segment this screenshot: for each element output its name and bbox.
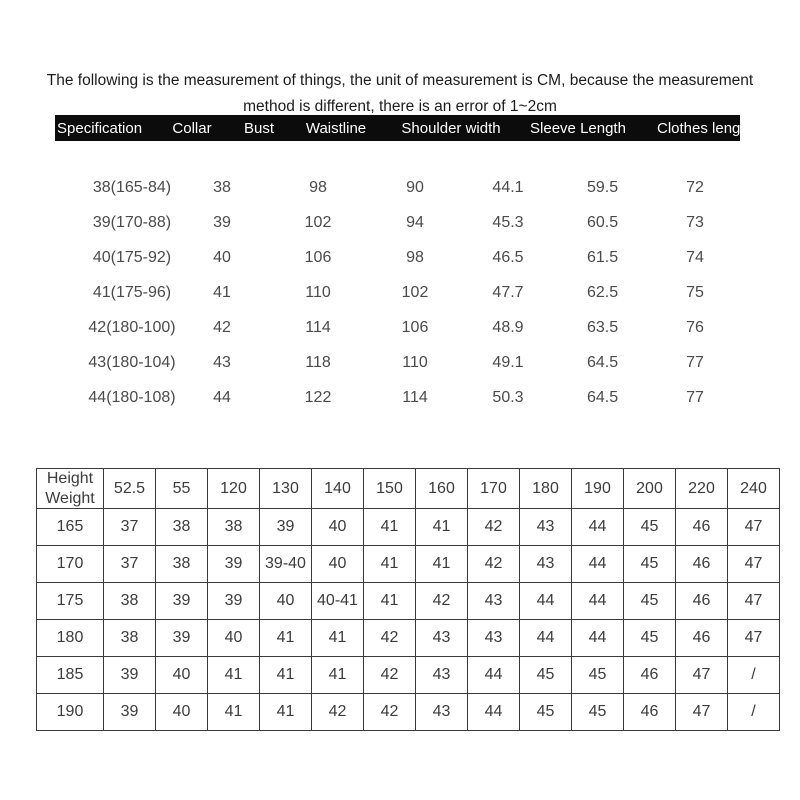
spec-column-header: Sleeve Length xyxy=(530,119,626,137)
spec-value-cell: 64.5 xyxy=(587,388,619,406)
spec-table-header xyxy=(55,115,740,141)
size-cell: 41 xyxy=(260,694,312,731)
size-cell: 44 xyxy=(572,509,624,546)
size-cell: 47 xyxy=(728,583,780,620)
size-cell: 47 xyxy=(728,620,780,657)
size-cell: 41 xyxy=(364,509,416,546)
size-cell: 40 xyxy=(156,657,208,694)
spec-column-header: Collar xyxy=(172,119,212,137)
size-cell: 45 xyxy=(624,546,676,583)
spec-value-cell: 122 xyxy=(304,388,332,406)
size-cell: 41 xyxy=(312,620,364,657)
measurement-note-line1: The following is the measurement of things, the unit of measurement is CM, because the measurement xyxy=(46,71,754,89)
size-cell: 39 xyxy=(104,694,156,731)
size-cell: 41 xyxy=(416,509,468,546)
matrix-row xyxy=(37,546,780,583)
size-cell: 45 xyxy=(520,694,572,731)
matrix-row xyxy=(37,694,780,731)
spec-value-cell: 72 xyxy=(686,178,704,196)
spec-value-cell: 46.5 xyxy=(492,248,524,266)
size-cell: 38 xyxy=(208,509,260,546)
size-cell: 39 xyxy=(104,657,156,694)
spec-value-cell: 40 xyxy=(213,248,231,266)
height-row-label: 170 xyxy=(37,546,104,583)
spec-value-cell: 61.5 xyxy=(587,248,619,266)
matrix-row xyxy=(37,509,780,546)
size-cell: 39 xyxy=(208,546,260,583)
size-cell: 40 xyxy=(156,694,208,731)
size-cell: 44 xyxy=(572,546,624,583)
size-cell: 43 xyxy=(520,546,572,583)
height-row-label: 185 xyxy=(37,657,104,694)
size-cell: 44 xyxy=(468,694,520,731)
size-cell: 45 xyxy=(520,657,572,694)
spec-column-header: Clothes leng xyxy=(657,119,740,137)
size-cell: 43 xyxy=(416,620,468,657)
size-cell: 39 xyxy=(260,509,312,546)
spec-size-label: 38(165-84) xyxy=(92,178,172,196)
matrix-row xyxy=(37,583,780,620)
height-row-label: 180 xyxy=(37,620,104,657)
weight-column-header: 130 xyxy=(260,469,312,509)
spec-value-cell: 42 xyxy=(213,318,231,336)
spec-value-cell: 63.5 xyxy=(587,318,619,336)
spec-value-cell: 90 xyxy=(406,178,424,196)
weight-column-header: 170 xyxy=(468,469,520,509)
weight-column-header: 140 xyxy=(312,469,364,509)
spec-row xyxy=(55,275,779,310)
weight-column-header: 52.5 xyxy=(104,469,156,509)
spec-value-cell: 118 xyxy=(305,353,331,371)
size-cell: 43 xyxy=(468,620,520,657)
size-cell: 43 xyxy=(416,657,468,694)
height-row-label: 175 xyxy=(37,583,104,620)
spec-size-label: 43(180-104) xyxy=(88,353,176,371)
spec-value-cell: 38 xyxy=(213,178,231,196)
size-cell: / xyxy=(728,657,780,694)
spec-value-cell: 49.1 xyxy=(492,353,524,371)
spec-value-cell: 110 xyxy=(402,353,428,371)
spec-column-header: Waistline xyxy=(305,119,367,137)
spec-value-cell: 62.5 xyxy=(587,283,619,301)
spec-value-cell: 43 xyxy=(213,353,231,371)
spec-value-cell: 77 xyxy=(686,353,704,371)
size-cell: 44 xyxy=(572,583,624,620)
spec-row xyxy=(55,170,779,205)
size-cell: 47 xyxy=(728,546,780,583)
size-cell: 45 xyxy=(624,620,676,657)
measurement-note xyxy=(0,68,800,120)
spec-value-cell: 94 xyxy=(406,213,424,231)
spec-value-cell: 64.5 xyxy=(587,353,619,371)
spec-row xyxy=(55,380,779,415)
size-cell: 43 xyxy=(468,583,520,620)
size-cell: 42 xyxy=(416,583,468,620)
spec-value-cell: 39 xyxy=(213,213,231,231)
size-cell: 46 xyxy=(676,583,728,620)
size-cell: 47 xyxy=(676,694,728,731)
size-cell: / xyxy=(728,694,780,731)
weight-column-header: 220 xyxy=(676,469,728,509)
size-cell: 44 xyxy=(520,620,572,657)
spec-value-cell: 102 xyxy=(304,213,332,231)
size-cell: 46 xyxy=(624,657,676,694)
spec-column-header: Specification xyxy=(57,119,143,137)
height-weight-corner-cell: Height Weight xyxy=(37,469,104,509)
size-cell: 41 xyxy=(208,657,260,694)
size-cell: 42 xyxy=(312,694,364,731)
spec-value-cell: 114 xyxy=(402,388,428,406)
spec-row xyxy=(55,345,779,380)
spec-value-cell: 44 xyxy=(213,388,231,406)
spec-size-label: 39(170-88) xyxy=(92,213,172,231)
matrix-header-row xyxy=(37,469,780,509)
size-cell: 40 xyxy=(312,509,364,546)
size-cell: 39 xyxy=(156,620,208,657)
weight-column-header: 55 xyxy=(156,469,208,509)
size-cell: 39 xyxy=(208,583,260,620)
spec-column-header: Bust xyxy=(243,119,274,137)
height-row-label: 190 xyxy=(37,694,104,731)
spec-value-cell: 106 xyxy=(401,318,429,336)
size-cell: 46 xyxy=(624,694,676,731)
spec-value-cell: 73 xyxy=(686,213,704,231)
spec-value-cell: 59.5 xyxy=(587,178,619,196)
size-cell: 39 xyxy=(156,583,208,620)
size-cell: 38 xyxy=(156,509,208,546)
spec-row xyxy=(55,240,779,275)
spec-value-cell: 106 xyxy=(304,248,332,266)
spec-value-cell: 74 xyxy=(686,248,704,266)
size-cell: 41 xyxy=(364,546,416,583)
weight-column-header: 200 xyxy=(624,469,676,509)
size-cell: 41 xyxy=(364,583,416,620)
matrix-row xyxy=(37,657,780,694)
size-cell: 42 xyxy=(364,694,416,731)
size-cell: 46 xyxy=(676,620,728,657)
weight-column-header: 120 xyxy=(208,469,260,509)
spec-value-cell: 76 xyxy=(686,318,704,336)
size-cell: 40 xyxy=(260,583,312,620)
size-cell: 39-40 xyxy=(260,546,312,583)
spec-value-cell: 44.1 xyxy=(492,178,524,196)
spec-value-cell: 102 xyxy=(401,283,429,301)
spec-column-header: Shoulder width xyxy=(401,119,501,137)
size-cell: 46 xyxy=(676,546,728,583)
size-cell: 45 xyxy=(624,583,676,620)
spec-size-label: 44(180-108) xyxy=(88,388,176,406)
size-cell: 37 xyxy=(104,546,156,583)
size-cell: 37 xyxy=(104,509,156,546)
spec-value-cell: 47.7 xyxy=(492,283,524,301)
size-cell: 43 xyxy=(520,509,572,546)
spec-size-label: 42(180-100) xyxy=(88,318,176,336)
size-cell: 44 xyxy=(572,620,624,657)
spec-value-cell: 110 xyxy=(305,283,331,301)
weight-column-header: 150 xyxy=(364,469,416,509)
spec-size-label: 40(175-92) xyxy=(92,248,172,266)
size-cell: 47 xyxy=(728,509,780,546)
size-cell: 45 xyxy=(572,657,624,694)
size-cell: 44 xyxy=(520,583,572,620)
size-cell: 46 xyxy=(676,509,728,546)
spec-table-body xyxy=(55,170,779,415)
weight-column-header: 190 xyxy=(572,469,624,509)
spec-value-cell: 77 xyxy=(686,388,704,406)
size-cell: 42 xyxy=(468,509,520,546)
height-row-label: 165 xyxy=(37,509,104,546)
size-cell: 44 xyxy=(468,657,520,694)
size-cell: 45 xyxy=(572,694,624,731)
weight-column-header: 160 xyxy=(416,469,468,509)
weight-column-header: 240 xyxy=(728,469,780,509)
size-cell: 43 xyxy=(416,694,468,731)
spec-value-cell: 114 xyxy=(305,318,331,336)
spec-value-cell: 48.9 xyxy=(492,318,524,336)
size-cell: 41 xyxy=(260,620,312,657)
size-cell: 41 xyxy=(208,694,260,731)
spec-value-cell: 98 xyxy=(406,248,424,266)
size-cell: 47 xyxy=(676,657,728,694)
spec-value-cell: 98 xyxy=(309,178,327,196)
measurement-note-line2: method is different, there is an error of 1~2cm xyxy=(243,97,557,115)
size-cell: 42 xyxy=(468,546,520,583)
size-cell: 40 xyxy=(312,546,364,583)
size-cell: 38 xyxy=(104,583,156,620)
spec-value-cell: 45.3 xyxy=(492,213,524,231)
spec-size-label: 41(175-96) xyxy=(92,283,172,301)
size-cell: 41 xyxy=(312,657,364,694)
size-cell: 38 xyxy=(104,620,156,657)
matrix-row xyxy=(37,620,780,657)
size-cell: 41 xyxy=(416,546,468,583)
size-cell: 40-41 xyxy=(312,583,364,620)
size-cell: 40 xyxy=(208,620,260,657)
size-cell: 38 xyxy=(156,546,208,583)
spec-value-cell: 41 xyxy=(213,283,231,301)
weight-column-header: 180 xyxy=(520,469,572,509)
size-cell: 41 xyxy=(260,657,312,694)
spec-row xyxy=(55,205,779,240)
spec-value-cell: 60.5 xyxy=(587,213,619,231)
size-cell: 45 xyxy=(624,509,676,546)
height-weight-table xyxy=(36,468,780,731)
size-cell: 42 xyxy=(364,657,416,694)
spec-row xyxy=(55,310,779,345)
size-cell: 42 xyxy=(364,620,416,657)
spec-value-cell: 75 xyxy=(686,283,704,301)
spec-value-cell: 50.3 xyxy=(492,388,524,406)
